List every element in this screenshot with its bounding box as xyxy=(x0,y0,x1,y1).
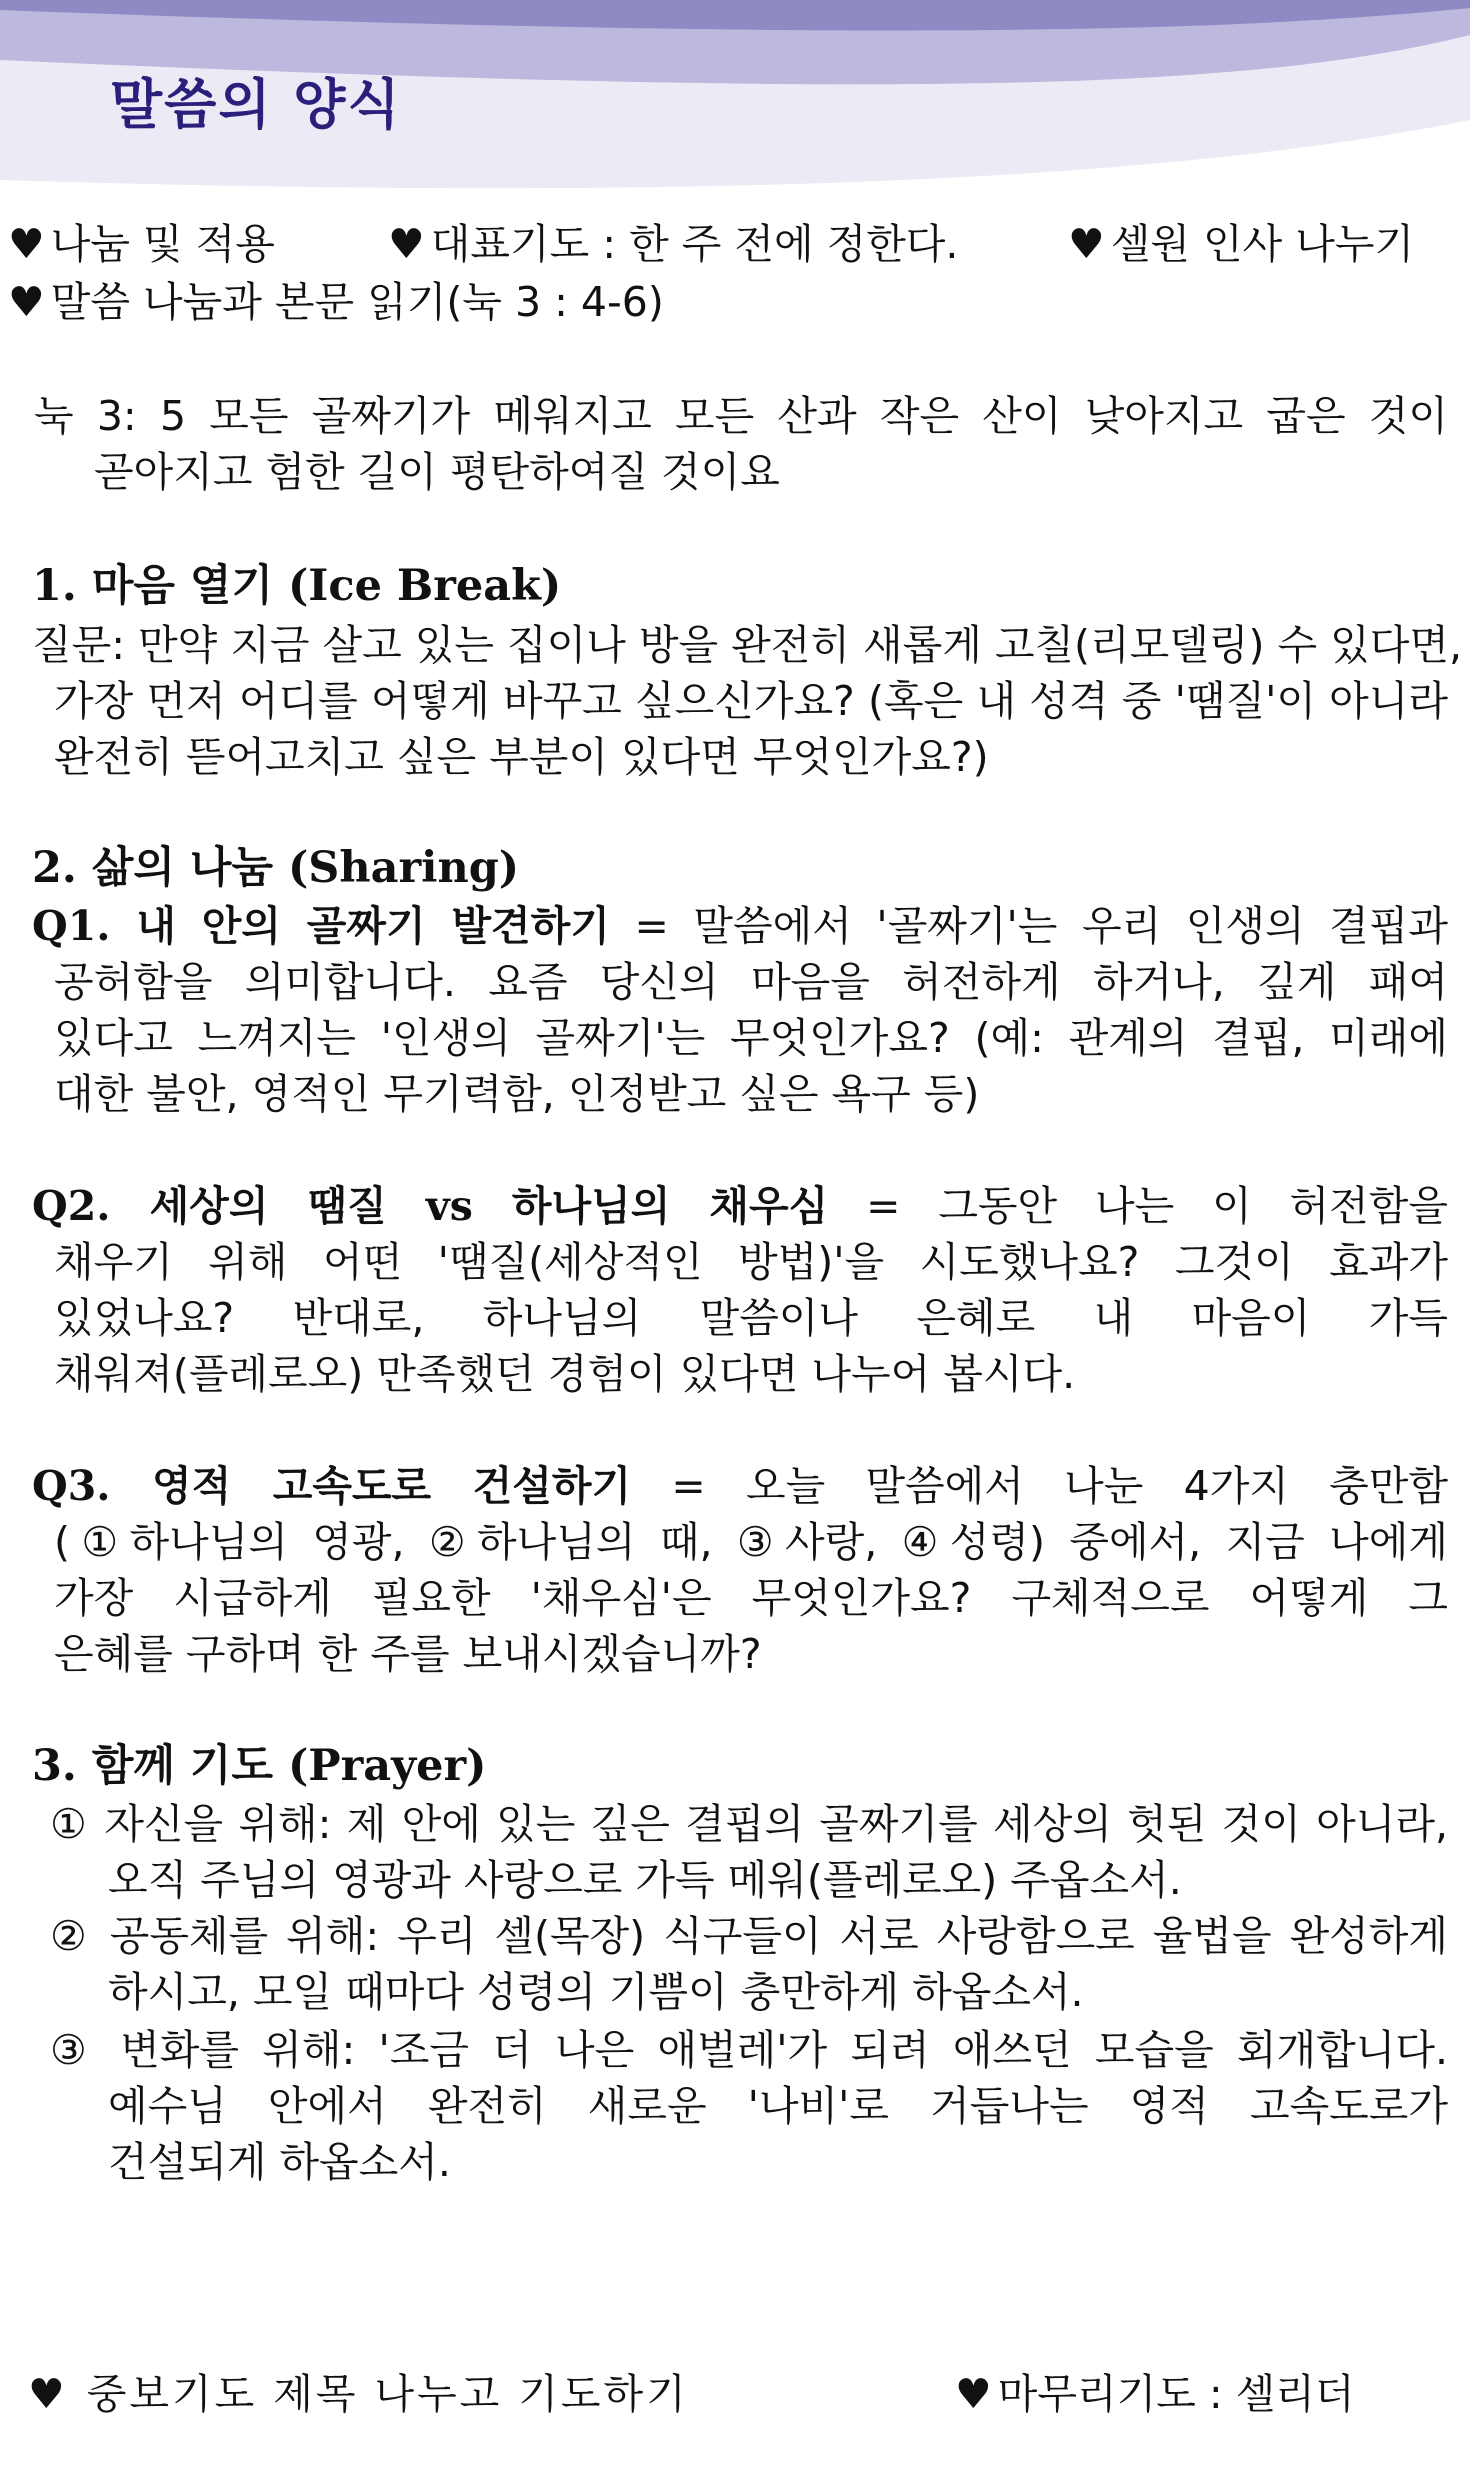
circled-number: ② xyxy=(50,1912,92,1960)
circled-number: ③ xyxy=(50,2026,97,2074)
section-heading-prayer: 3. 함께 기도 (Prayer) xyxy=(32,1741,487,1791)
scripture-verse: 눅 3: 5 모든 골짜기가 메워지고 모든 산과 작은 산이 낮아지고 굽은 것이 곧아지고 험한 길이 평탄하여질 것이요 xyxy=(34,392,1448,496)
circled-number: ① xyxy=(50,1800,90,1848)
order-item-word-reading: ♥ 말씀 나눔과 본문 읽기(눅 3 : 4-6) xyxy=(8,274,664,330)
footer-intercession: ♥ 중보기도 제목 나누고 기도하기 xyxy=(28,2366,689,2422)
footer-closing-prayer: ♥ 마무리기도 : 셀리더 xyxy=(955,2366,1355,2422)
sharing-question-2: Q2. 세상의 땜질 vs 하나님의 채우심 = 그동안 나는 이 허전함을 채우기 위해 어떤 '땜질(세상적인 방법)'을 시도했나요? 그것이 효과가 있었나요? 반대로, 하나님의 말씀이나 은혜로 내 마음이 가득 채워져(플레로오) 만족했던 경험이 있다면 나누어 봅시다. xyxy=(32,1182,1448,1398)
heart-icon: ♥ xyxy=(8,220,45,268)
heart-icon: ♥ xyxy=(8,278,45,326)
header-banner xyxy=(0,0,1470,190)
prayer-item-3: ③ 변화를 위해: '조금 더 나은 애벌레'가 되려 애쓰던 모습을 회개합니다. 예수님 안에서 완전히 새로운 '나비'로 거듭나는 영적 고속도로가 건설되게 하옵소서. xyxy=(50,2026,1448,2186)
order-item-representative-prayer: ♥ 대표기도 : 한 주 전에 정한다. xyxy=(388,216,958,272)
prayer-item-2: ② 공동체를 위해: 우리 셀(목장) 식구들이 서로 사랑함으로 율법을 완성하게 하시고, 모일 때마다 성령의 기쁨이 충만하게 하옵소서. xyxy=(50,1912,1448,2016)
sharing-question-1: Q1. 내 안의 골짜기 발견하기 = 말씀에서 '골짜기'는 우리 인생의 결핍과 공허함을 의미합니다. 요즘 당신의 마음을 허전하게 하거나, 깊게 패여 있다고 느껴지는 '인생의 골짜기'는 무엇인가요? (예: 관계의 결핍, 미래에 대한 불안, 영적인 무기력함, 인정받고 싶은 욕구 등) xyxy=(32,902,1448,1118)
ice-break-question: 질문: 만약 지금 살고 있는 집이나 방을 완전히 새롭게 고칠(리모델링) 수 있다면, 가장 먼저 어디를 어떻게 바꾸고 싶으신가요? (혹은 내 성격 중 '땜질'이 아니라 완전히 뜯어고치고 싶은 부분이 있다면 무엇인가요?) xyxy=(32,621,1462,781)
order-item-greeting: ♥ 셀원 인사 나누기 xyxy=(1068,216,1414,272)
heart-icon: ♥ xyxy=(1068,220,1105,268)
heart-icon: ♥ xyxy=(955,2370,992,2418)
question-title: Q2. 세상의 땜질 vs 하나님의 채우심 xyxy=(32,1182,829,1230)
question-title: Q3. 영적 고속도로 건설하기 xyxy=(32,1462,632,1510)
section-heading-sharing: 2. 삶의 나눔 (Sharing) xyxy=(32,843,520,893)
question-title: Q1. 내 안의 골짜기 발견하기 xyxy=(32,902,610,950)
order-item-sharing: ♥ 나눔 및 적용 xyxy=(8,216,275,272)
prayer-item-1: ① 자신을 위해: 제 안에 있는 깊은 결핍의 골짜기를 세상의 헛된 것이 아니라, 오직 주님의 영광과 사랑으로 가득 메워(플레로오) 주옵소서. xyxy=(50,1800,1448,1904)
section-heading-ice-break: 1. 마음 열기 (Ice Break) xyxy=(32,561,562,611)
sharing-question-3: Q3. 영적 고속도로 건설하기 = 오늘 말씀에서 나눈 4가지 충만함 (①하나님의 영광, ②하나님의 때, ③사랑, ④성령) 중에서, 지금 나에게 가장 시급하게 필요한 '채우심'은 무엇인가요? 구체적으로 어떻게 그 은혜를 구하며 한 주를 보내시겠습니까? xyxy=(32,1462,1448,1678)
heart-icon: ♥ xyxy=(28,2370,65,2418)
heart-icon: ♥ xyxy=(388,220,425,268)
page-title: 말씀의 양식 xyxy=(110,72,402,136)
